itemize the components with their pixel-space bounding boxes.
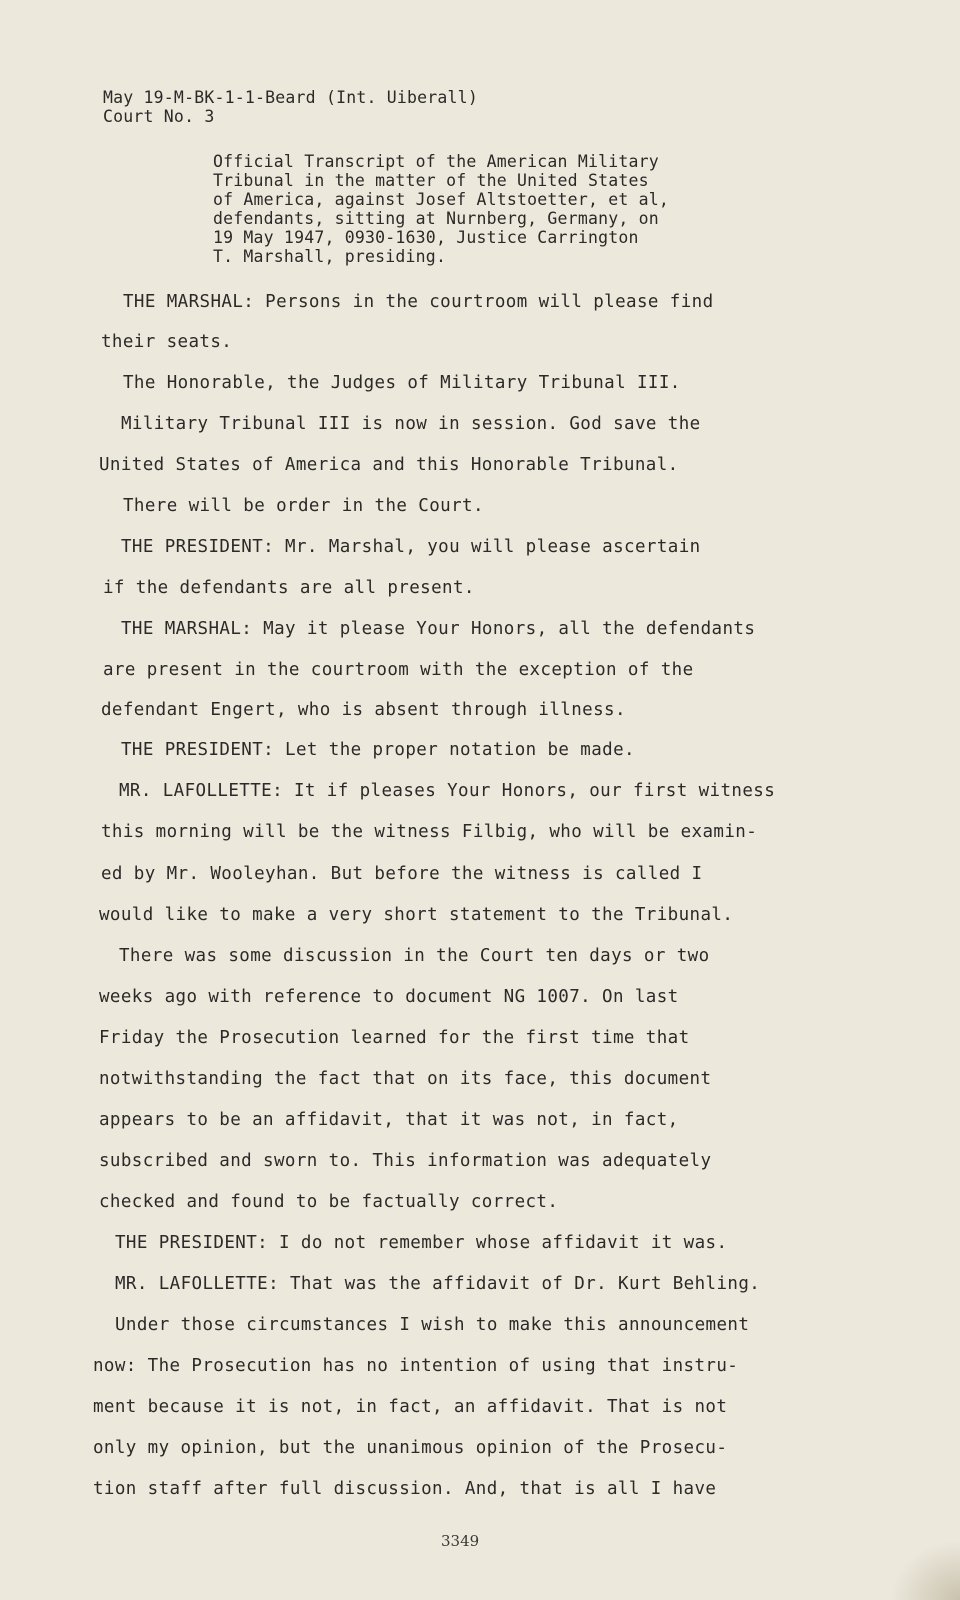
body-line: Friday the Prosecution learned for the first time that: [99, 1028, 690, 1048]
body-line: THE PRESIDENT: Let the proper notation be made.: [121, 740, 635, 760]
body-line: THE PRESIDENT: I do not remember whose affidavit it was.: [115, 1233, 728, 1253]
body-line: this morning will be the witness Filbig, who will be examin-: [101, 822, 758, 842]
body-line: THE PRESIDENT: Mr. Marshal, you will please ascertain: [121, 537, 701, 557]
body-line: ment because it is not, in fact, an affidavit. That is not: [93, 1397, 728, 1417]
body-line: MR. LAFOLLETTE: That was the affidavit of Dr. Kurt Behling.: [115, 1274, 761, 1294]
body-line: Military Tribunal III is now in session. God save the: [121, 414, 701, 434]
body-line: THE MARSHAL: Persons in the courtroom will please find: [123, 292, 714, 312]
body-line: There will be order in the Court.: [123, 496, 484, 516]
body-line: THE MARSHAL: May it please Your Honors, all the defendants: [121, 619, 756, 639]
body-line: Under those circumstances I wish to make this announcement: [115, 1315, 750, 1335]
body-line: would like to make a very short statement to the Tribunal.: [99, 905, 734, 925]
transcript-caption: [213, 152, 669, 266]
header-court-line: Court No. 3: [103, 107, 215, 126]
page-corner-shadow: [890, 1540, 960, 1600]
body-line: MR. LAFOLLETTE: It if pleases Your Honors, our first witness: [119, 781, 776, 801]
body-line: ed by Mr. Wooleyhan. But before the witness is called I: [101, 864, 703, 884]
page-number: 3349: [441, 1532, 480, 1550]
caption-line: Tribunal in the matter of the United States: [213, 171, 649, 190]
body-line: weeks ago with reference to document NG 1007. On last: [99, 987, 679, 1007]
body-line: defendant Engert, who is absent through illness.: [101, 700, 626, 720]
body-line: are present in the courtroom with the exception of the: [103, 660, 694, 680]
caption-line: defendants, sitting at Nurnberg, Germany, on: [213, 209, 659, 228]
body-line: checked and found to be factually correct.: [99, 1192, 559, 1212]
header-reference-line: May 19-M-BK-1-1-Beard (Int. Uiberall): [103, 88, 478, 107]
caption-line: of America, against Josef Altstoetter, et al,: [213, 190, 670, 209]
body-line: appears to be an affidavit, that it was not, in fact,: [99, 1110, 679, 1130]
document-header: [103, 88, 478, 126]
body-line: notwithstanding the fact that on its face, this document: [99, 1069, 712, 1089]
caption-line: Official Transcript of the American Military: [213, 152, 659, 171]
body-line: subscribed and sworn to. This information was adequately: [99, 1151, 712, 1171]
body-line: their seats.: [101, 332, 233, 352]
body-line: United States of America and this Honorable Tribunal.: [99, 455, 679, 475]
body-line: only my opinion, but the unanimous opinion of the Prosecu-: [93, 1438, 728, 1458]
body-line: now: The Prosecution has no intention of using that instru-: [93, 1356, 739, 1376]
caption-line: 19 May 1947, 0930-1630, Justice Carrington: [213, 228, 639, 247]
body-line: The Honorable, the Judges of Military Tribunal III.: [123, 373, 681, 393]
body-line: There was some discussion in the Court ten days or two: [119, 946, 710, 966]
caption-line: T. Marshall, presiding.: [213, 247, 447, 266]
body-line: if the defendants are all present.: [103, 578, 475, 598]
body-line: tion staff after full discussion. And, that is all I have: [93, 1479, 717, 1499]
